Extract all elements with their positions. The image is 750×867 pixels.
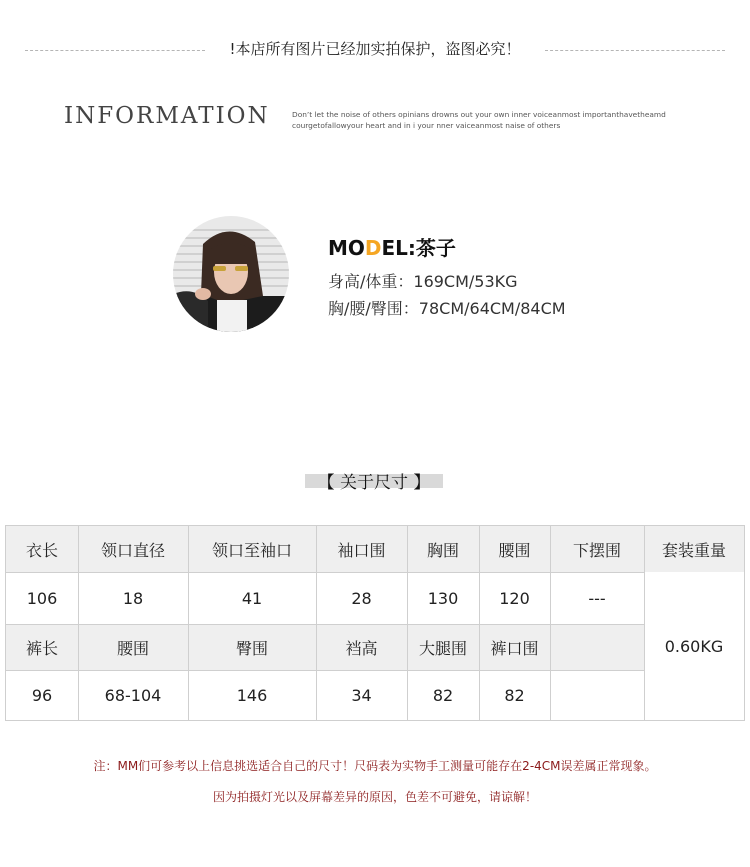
- information-title: INFORMATION: [64, 103, 270, 129]
- table-value-cell: 106: [26, 588, 58, 608]
- suit-weight-value: 0.60KG: [664, 636, 724, 656]
- size-heading: 【 关于尺寸 】: [317, 473, 431, 493]
- size-note: 注：MM们可参考以上信息挑选适合自己的尺寸！尺码表为实物手工测量可能存在2-4CM误差属正常现象。: [93, 759, 657, 773]
- table-header-cell: 领口直径: [78, 526, 188, 572]
- table-header-cell: 袖口围: [316, 526, 407, 572]
- table-value-cell: 68-104: [104, 685, 162, 705]
- table-divider: [78, 526, 79, 720]
- table-divider: [407, 526, 408, 720]
- table-value-cell: 82: [432, 685, 454, 705]
- table-value-cell: ---: [588, 588, 606, 608]
- table-header-cell: 胸围: [407, 526, 479, 572]
- table-header-cell: 裤口围: [479, 624, 550, 670]
- table-header-cell: 套装重量: [644, 526, 744, 572]
- table-value-cell: 34: [351, 685, 372, 705]
- table-value-cell: 82: [504, 685, 525, 705]
- table-header-cell: 腰围: [78, 624, 188, 670]
- table-header-cell: 领口至袖口: [188, 526, 316, 572]
- table-value-cell: 130: [427, 588, 459, 608]
- model-height-weight: 身高/体重：169CM/53KG: [328, 272, 518, 291]
- table-value-cell: 41: [241, 588, 263, 608]
- color-note: 因为拍摄灯光以及屏幕差异的原因，色差不可避免，请谅解！: [212, 790, 537, 804]
- table-value-cell: 146: [236, 685, 268, 705]
- table-value-cell: 28: [351, 588, 372, 608]
- model-label-part2: D: [364, 236, 382, 260]
- table-divider: [6, 670, 644, 671]
- table-header-cell: 衣长: [6, 526, 78, 572]
- table-divider: [644, 526, 645, 720]
- copyright-notice: !本店所有图片已经加实拍保护，盗图必究！: [229, 40, 521, 58]
- table-header-cell: 裆高: [316, 624, 407, 670]
- table-header-cell: 腰围: [479, 526, 550, 572]
- table-divider: [316, 526, 317, 720]
- table-header-cell: 大腿围: [407, 624, 479, 670]
- model-label-part3: EL:: [381, 236, 416, 260]
- table-divider: [479, 526, 480, 720]
- table-value-cell: 120: [499, 588, 530, 608]
- model-avatar: [173, 216, 289, 332]
- model-name-value: 茶子: [415, 236, 456, 260]
- table-value-cell: 96: [31, 685, 53, 705]
- table-header-cell: 裤长: [6, 624, 78, 670]
- table-divider: [6, 572, 644, 573]
- table-divider: [550, 526, 551, 720]
- table-empty-header-cell: [550, 624, 644, 670]
- table-header-cell: 臀围: [188, 624, 316, 670]
- information-text: Don’t let the noise of others opinians drowns out your own inner voiceanmost importanthavetheamd courgetofallowyour heart and in i your nner vaiceanmost naise of others: [292, 110, 666, 130]
- model-label-part1: MO: [328, 236, 365, 260]
- table-divider: [188, 526, 189, 720]
- model-name: [328, 232, 456, 261]
- table-value-cell: 18: [122, 588, 144, 608]
- size-table: [5, 525, 745, 721]
- table-header-cell: 下摆围: [550, 526, 644, 572]
- table-divider: [6, 624, 644, 625]
- model-measurements: 胸/腰/臀围：78CM/64CM/84CM: [328, 299, 566, 318]
